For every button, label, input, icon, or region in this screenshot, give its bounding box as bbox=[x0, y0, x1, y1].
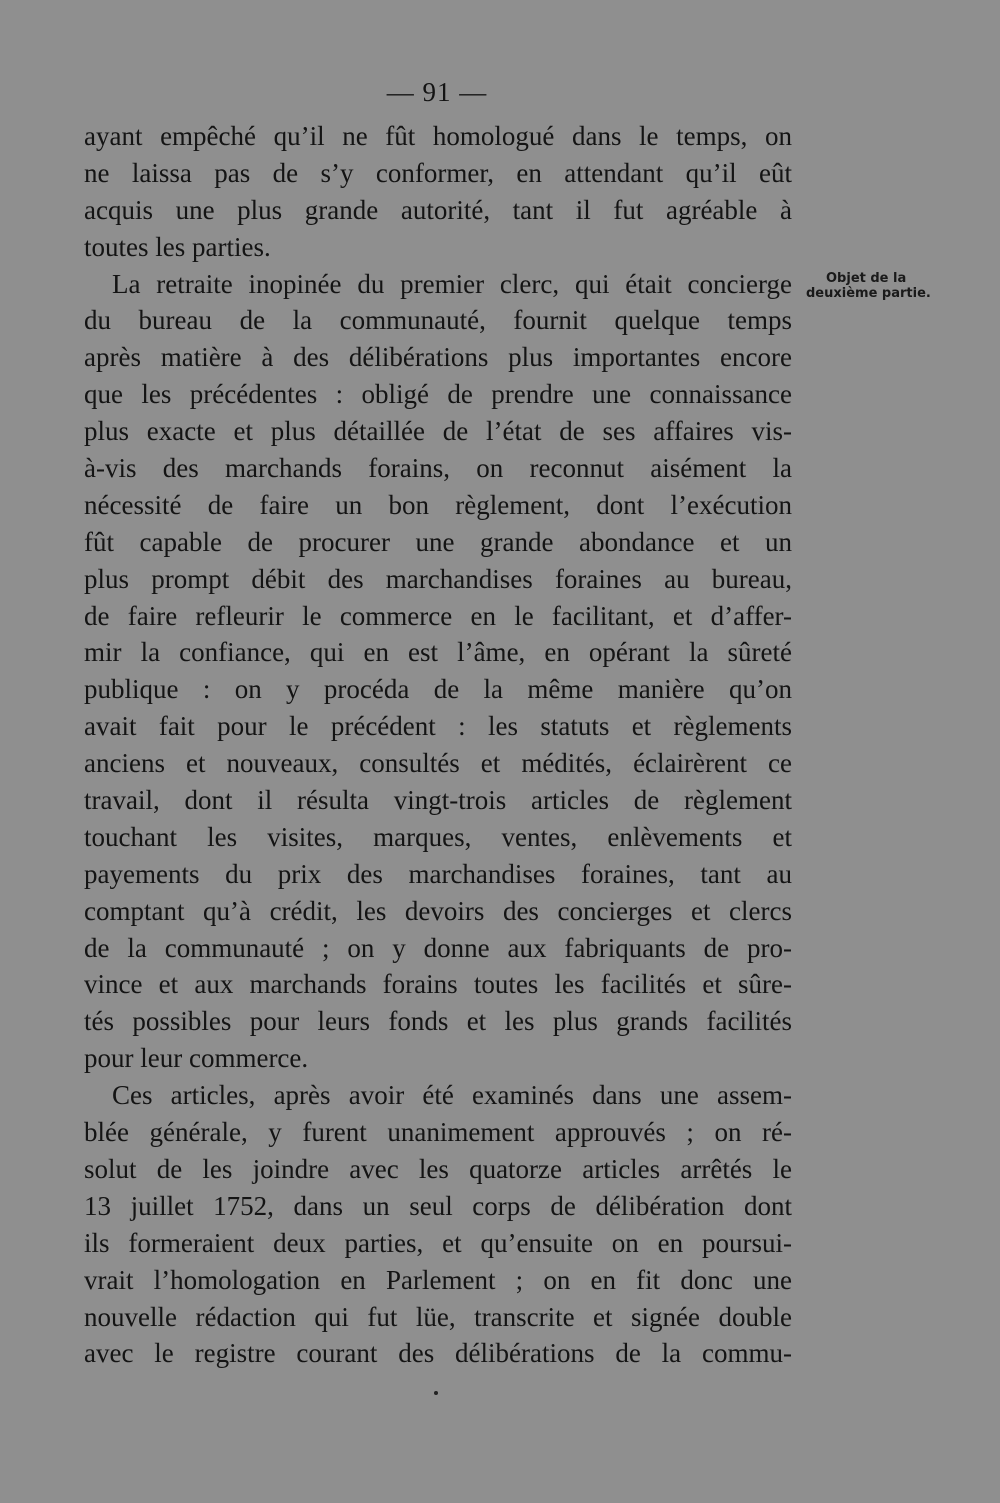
text-line: ils formeraient deux parties, et qu’ensuite on en poursui- bbox=[84, 1227, 792, 1258]
text-line: de faire refleurir le commerce en le facilitant, et d’affer- bbox=[84, 600, 792, 631]
text-line: que les précédentes : obligé de prendre une connaissance bbox=[84, 379, 792, 410]
text-line: plus exacte et plus détaillée de l’état de ses affaires vis- bbox=[84, 416, 792, 447]
text-line: nouvelle rédaction qui fut lüe, transcrite et signée double bbox=[84, 1301, 792, 1332]
text-line: payements du prix des marchandises foraines, tant au bbox=[84, 858, 792, 889]
text-line: ne laissa pas de s’y conformer, en attendant qu’il eût bbox=[84, 157, 792, 188]
text-line: toutes les parties. bbox=[84, 231, 271, 262]
text-line: du bureau de la communauté, fournit quelque temps bbox=[84, 305, 792, 336]
page-number: — 91 — bbox=[386, 77, 488, 107]
text-line: publique : on y procéda de la même manière qu’on bbox=[84, 674, 792, 705]
text-line: avec le registre courant des délibérations de la commu- bbox=[84, 1338, 792, 1369]
text-line: touchant les visites, marques, ventes, enlèvements et bbox=[84, 821, 792, 852]
text-line: pour leur commerce. bbox=[84, 1043, 309, 1074]
text-line: plus prompt débit des marchandises foraines au bureau, bbox=[84, 563, 792, 594]
text-line: blée générale, y furent unanimement approuvés ; on ré- bbox=[84, 1117, 792, 1148]
text-line: La retraite inopinée du premier clerc, qui était concierge bbox=[112, 268, 792, 299]
text-line: solut de les joindre avec les quatorze articles arrêtés le bbox=[84, 1153, 792, 1184]
text-line: comptant qu’à crédit, les devoirs des concierges et clercs bbox=[84, 895, 792, 926]
text-line: anciens et nouveaux, consultés et médités, éclairèrent ce bbox=[84, 748, 792, 779]
ink-speck bbox=[434, 1391, 438, 1395]
margin-note-line: deuxième partie. bbox=[806, 286, 931, 301]
text-line: nécessité de faire un bon règlement, dont l’exécution bbox=[84, 489, 792, 520]
text-line: fût capable de procurer une grande abondance et un bbox=[84, 526, 792, 557]
text-line: après matière à des délibérations plus importantes encore bbox=[84, 342, 792, 373]
text-line: vince et aux marchands forains toutes les facilités et sûre- bbox=[84, 969, 792, 1000]
text-line: Ces articles, après avoir été examinés dans une assem- bbox=[112, 1080, 792, 1111]
text-line: travail, dont il résulta vingt-trois articles de règlement bbox=[84, 785, 792, 816]
body-text bbox=[84, 118, 792, 1372]
text-line: vrait l’homologation en Parlement ; on en fit donc une bbox=[84, 1264, 792, 1295]
text-line: mir la confiance, qui en est l’âme, en opérant la sûreté bbox=[84, 637, 792, 668]
text-line: à-vis des marchands forains, on reconnut aisément la bbox=[84, 453, 792, 484]
margin-note-line: Objet de la bbox=[826, 271, 907, 286]
text-line: acquis une plus grande autorité, tant il fut agréable à bbox=[84, 194, 792, 225]
text-line: tés possibles pour leurs fonds et les plus grands facilités bbox=[84, 1006, 792, 1037]
margin-note bbox=[806, 271, 956, 301]
text-line: 13 juillet 1752, dans un seul corps de délibération dont bbox=[84, 1190, 792, 1221]
text-line: de la communauté ; on y donne aux fabriquants de pro- bbox=[84, 932, 792, 963]
text-line: ayant empêché qu’il ne fût homologué dans le temps, on bbox=[84, 121, 792, 151]
text-line: avait fait pour le précédent : les statuts et règlements bbox=[84, 711, 792, 742]
